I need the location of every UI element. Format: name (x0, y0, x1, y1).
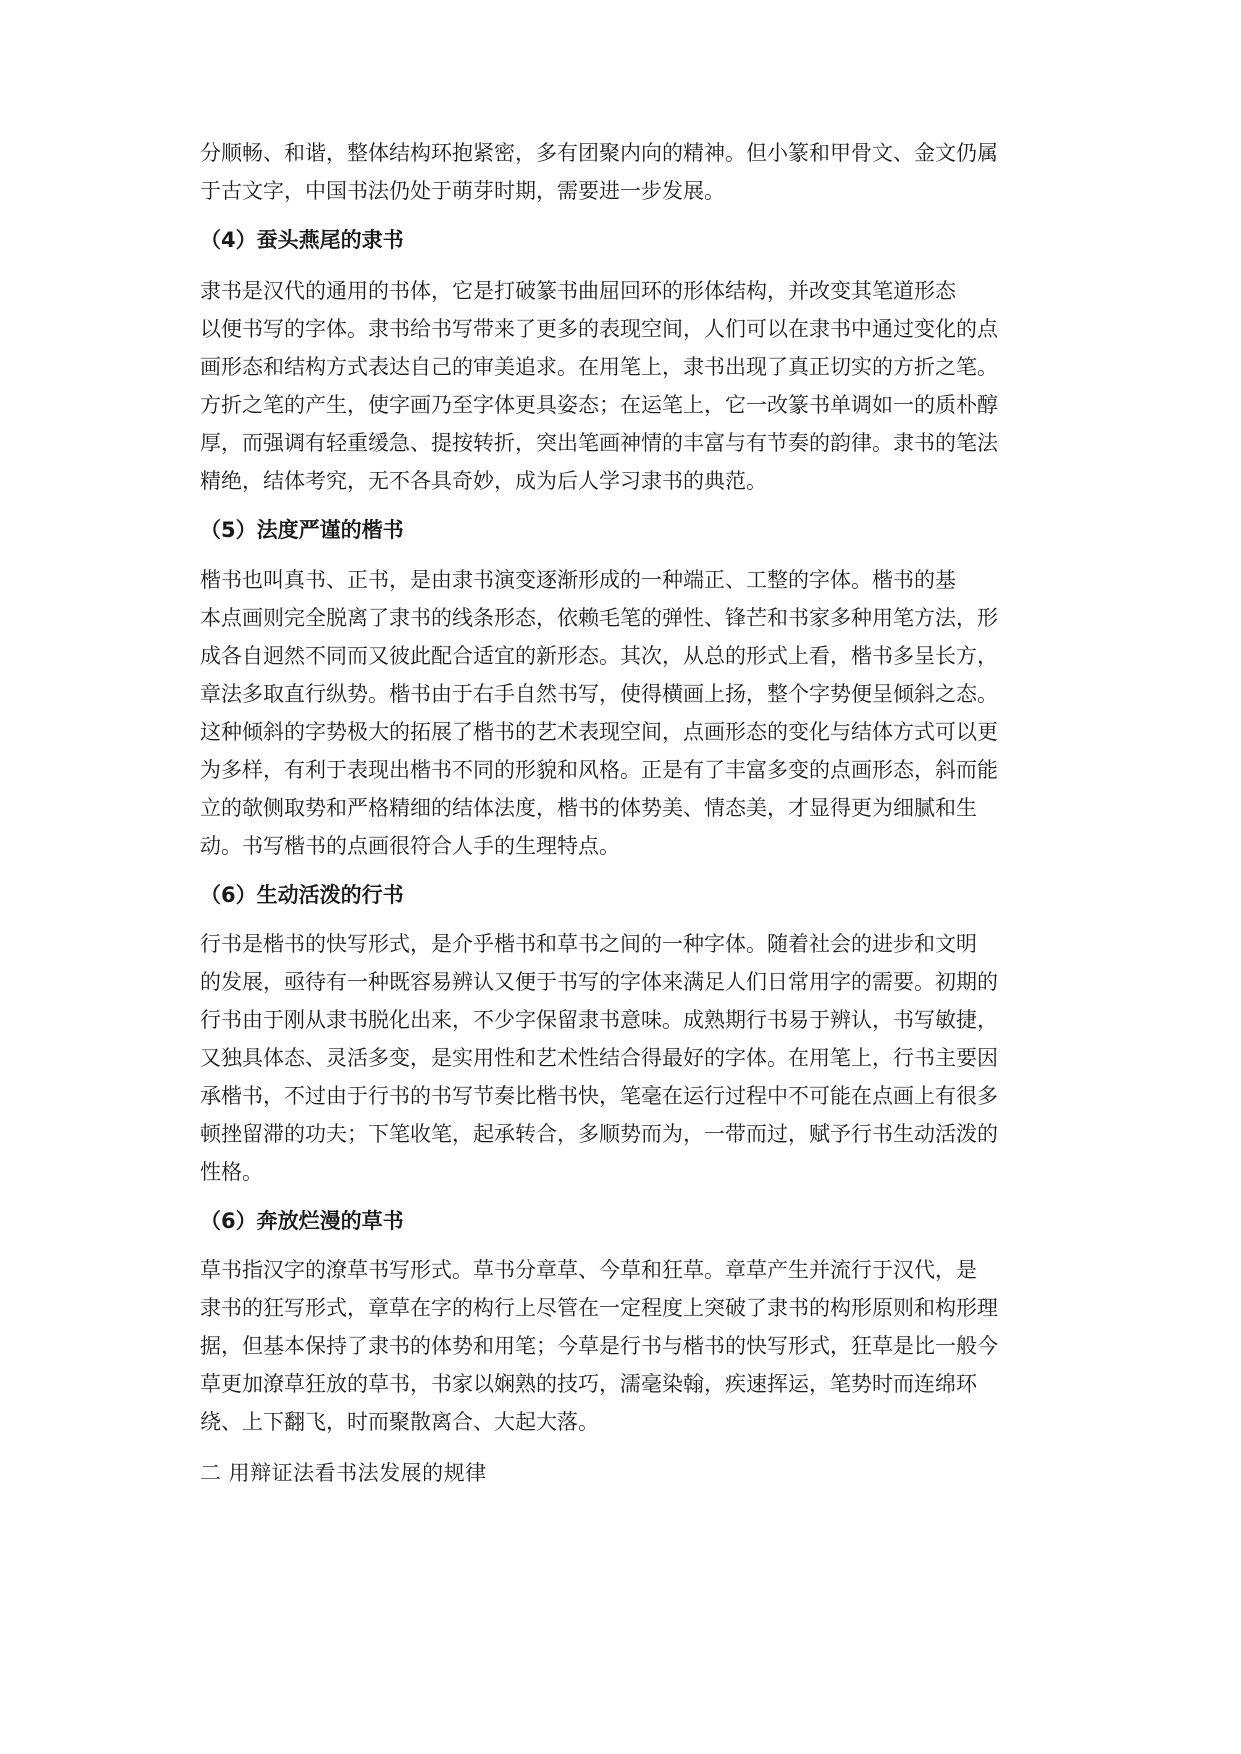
paragraph-line: 隶书是汉代的通用的书体，它是打破篆书曲屈回环的形体结构，并改变其笔道形态 (200, 279, 956, 303)
paragraph-line: 隶书的狂写形式，章草在字的构行上尽管在一定程度上突破了隶书的构形原则和构形理 (200, 1296, 998, 1320)
paragraph-line: 据，但基本保持了隶书的体势和用笔；今草是行书与楷书的快写形式，狂草是比一般今 (200, 1334, 998, 1358)
paragraph-line: 立的欹侧取势和严格精细的结体法度，楷书的体势美、情态美，才显得更为细腻和生 (200, 796, 977, 820)
paragraph-line: 性格。 (200, 1160, 263, 1184)
paragraph-line: 于古文字，中国书法仍处于萌芽时期，需要进一步发展。 (200, 179, 725, 203)
section-heading-kaishu: （5）法度严谨的楷书 (200, 518, 404, 542)
section-heading-lishu: （4）蚕头燕尾的隶书 (200, 228, 404, 252)
paragraph-line: 章法多取直行纵势。楷书由于右手自然书写，使得横画上扬，整个字势便呈倾斜之态。 (200, 682, 998, 706)
paragraph-line: 行书由于刚从隶书脱化出来，不少字保留隶书意味。成熟期行书易于辨认，书写敏捷， (200, 1008, 998, 1032)
paragraph-line: 楷书也叫真书、正书，是由隶书演变逐渐形成的一种端正、工整的字体。楷书的基 (200, 568, 956, 592)
paragraph-line: 本点画则完全脱离了隶书的线条形态，依赖毛笔的弹性、锋芒和书家多种用笔方法，形 (200, 606, 998, 630)
paragraph-line: 行书是楷书的快写形式，是介乎楷书和草书之间的一种字体。随着社会的进步和文明 (200, 932, 977, 956)
paragraph-line: 绕、上下翻飞，时而聚散离合、大起大落。 (200, 1410, 599, 1434)
paragraph-line: 动。书写楷书的点画很符合人手的生理特点。 (200, 834, 620, 858)
paragraph-line: 画形态和结构方式表达自己的审美追求。在用笔上，隶书出现了真正切实的方折之笔。 (200, 355, 998, 379)
paragraph-line: 以便书写的字体。隶书给书写带来了更多的表现空间，人们可以在隶书中通过变化的点 (200, 317, 998, 341)
section-heading-xingshu: （6）生动活泼的行书 (200, 883, 404, 907)
paragraph-line: 这种倾斜的字势极大的拓展了楷书的艺术表现空间，点画形态的变化与结体方式可以更 (200, 720, 998, 744)
paragraph-line: 的发展，亟待有一种既容易辨认又便于书写的字体来满足人们日常用字的需要。初期的 (200, 970, 998, 994)
paragraph-line: 方折之笔的产生，使字画乃至字体更具姿态；在运笔上，它一改篆书单调如一的质朴醇 (200, 393, 998, 417)
paragraph-line: 成各自迥然不同而又彼此配合适宜的新形态。其次，从总的形式上看，楷书多呈长方， (200, 644, 998, 668)
paragraph-line: 精绝，结体考究，无不各具奇妙，成为后人学习隶书的典范。 (200, 469, 767, 493)
paragraph-line: 厚，而强调有轻重缓急、提按转折，突出笔画神情的丰富与有节奏的韵律。隶书的笔法 (200, 431, 998, 455)
paragraph-line: 草更加潦草狂放的草书，书家以娴熟的技巧，濡毫染翰，疾速挥运，笔势时而连绵环 (200, 1372, 977, 1396)
paragraph-line: 承楷书，不过由于行书的书写节奏比楷书快，笔毫在运行过程中不可能在点画上有很多 (200, 1084, 998, 1108)
paragraph-line: 为多样，有利于表现出楷书不同的形貌和风格。正是有了丰富多变的点画形态，斜而能 (200, 758, 998, 782)
paragraph-line: 草书指汉字的潦草书写形式。草书分章草、今草和狂草。章草产生并流行于汉代，是 (200, 1258, 977, 1282)
section-heading-caoshu: （6）奔放烂漫的草书 (200, 1209, 404, 1233)
paragraph-line: 又独具体态、灵活多变，是实用性和艺术性结合得最好的字体。在用笔上，行书主要因 (200, 1046, 998, 1070)
paragraph-line: 分顺畅、和谐，整体结构环抱紧密，多有团聚内向的精神。但小篆和甲骨文、金文仍属 (200, 141, 998, 165)
section-heading-two: 二 用辩证法看书法发展的规律 (200, 1461, 487, 1485)
paragraph-line: 顿挫留滞的功夫；下笔收笔，起承转合，多顺势而为，一带而过，赋予行书生动活泼的 (200, 1122, 998, 1146)
